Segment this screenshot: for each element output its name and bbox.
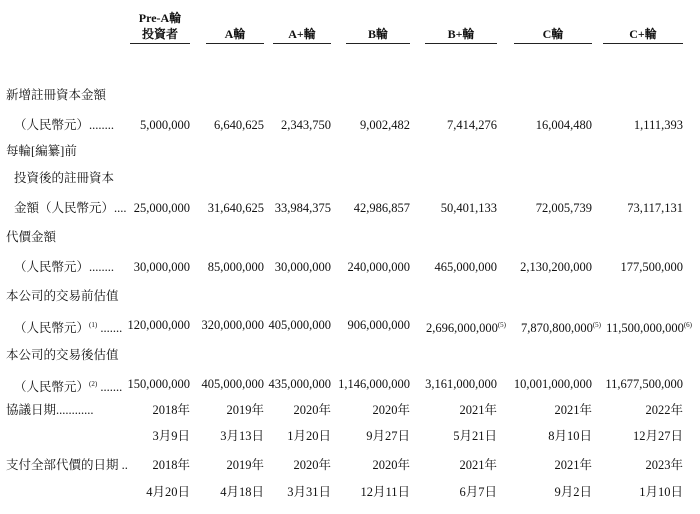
- column-header: C輪: [514, 26, 592, 44]
- table-cell: 405,000,000: [268, 318, 331, 332]
- table-cell: 30,000,000: [133, 260, 190, 274]
- table-cell: 177,500,000: [620, 260, 683, 274]
- row-label: 本公司的交易後估值: [6, 348, 119, 362]
- table-cell: 7,414,276: [447, 118, 497, 132]
- row-label: 金額（人民幣元）....: [14, 201, 127, 215]
- table-cell: 1,111,393: [633, 118, 683, 132]
- table-cell: 435,000,000: [268, 377, 331, 391]
- footnote-marker: (1): [89, 321, 98, 329]
- row-label: （人民幣元）........: [14, 260, 115, 274]
- table-cell: 2021年: [554, 403, 592, 417]
- table-cell: 3月13日: [220, 429, 264, 443]
- table-cell: 2020年: [372, 403, 410, 417]
- table-cell: 2,130,200,000: [520, 260, 592, 274]
- table-cell: 5,000,000: [140, 118, 190, 132]
- table-cell: 72,005,739: [535, 201, 592, 215]
- table-cell: 2021年: [459, 458, 497, 472]
- table-cell: 10,001,000,000: [513, 377, 592, 391]
- table-cell: 42,986,857: [353, 201, 410, 215]
- table-cell: 2018年: [152, 403, 190, 417]
- table-cell: 6,640,625: [214, 118, 264, 132]
- table-cell: 50,401,133: [440, 201, 497, 215]
- column-header: B+輪: [425, 26, 497, 44]
- table-cell: 30,000,000: [274, 260, 331, 274]
- table-cell: 150,000,000: [127, 377, 190, 391]
- row-label: （人民幣元）$^{(2)}$ .......: [14, 380, 123, 394]
- table-cell: 2020年: [293, 458, 331, 472]
- footnote-marker: (6): [683, 321, 692, 329]
- table-cell: 6月7日: [459, 485, 497, 499]
- row-label: （人民幣元）$^{(1)}$ .......: [14, 321, 123, 335]
- table-cell: 2020年: [293, 403, 331, 417]
- table-cell: 5月21日: [453, 429, 497, 443]
- table-cell: 11,677,500,000: [605, 377, 683, 391]
- column-header: A+輪: [273, 26, 331, 44]
- table-cell: 2019年: [226, 403, 264, 417]
- table-cell: 33,984,375: [274, 201, 331, 215]
- row-label: 協議日期............: [6, 403, 94, 417]
- table-cell: 405,000,000: [201, 377, 264, 391]
- table-cell: 12月27日: [632, 429, 683, 443]
- table-cell: 7,870,800,000$^{(5)}$: [520, 321, 601, 335]
- table-cell: 465,000,000: [434, 260, 497, 274]
- row-label: 本公司的交易前估值: [6, 289, 119, 303]
- table-cell: 2021年: [554, 458, 592, 472]
- column-header: C+輪: [603, 26, 683, 44]
- table-cell: 2019年: [226, 458, 264, 472]
- row-label: 投資後的註冊資本: [14, 171, 115, 185]
- table-cell: 3,161,000,000: [425, 377, 497, 391]
- table-cell: 2,696,000,000$^{(5)}$: [425, 321, 506, 335]
- table-cell: 240,000,000: [347, 260, 410, 274]
- table-cell: 12月11日: [360, 485, 410, 499]
- table-cell: 85,000,000: [207, 260, 264, 274]
- table-cell: 73,117,131: [627, 201, 683, 215]
- column-header: [130, 10, 190, 44]
- table-cell: 8月10日: [548, 429, 592, 443]
- row-label: 支付全部代價的日期 ..: [6, 458, 128, 472]
- table-cell: 1月20日: [287, 429, 331, 443]
- table-cell: 25,000,000: [133, 201, 190, 215]
- table-cell: 3月9日: [152, 429, 190, 443]
- table-cell: 2021年: [459, 403, 497, 417]
- table-cell: 320,000,000: [201, 318, 264, 332]
- table-cell: 2020年: [372, 458, 410, 472]
- table-cell: 16,004,480: [535, 118, 592, 132]
- header-title: Pre-A輪: [138, 11, 182, 25]
- footnote-marker: (5): [592, 321, 601, 329]
- table-cell: 1月10日: [639, 485, 683, 499]
- table-cell: 4月18日: [220, 485, 264, 499]
- table-cell: 906,000,000: [347, 318, 410, 332]
- row-label: 每輪[編纂]前: [6, 144, 77, 158]
- row-label: （人民幣元）........: [14, 118, 115, 132]
- table-cell: 31,640,625: [207, 201, 264, 215]
- row-label: 代價金額: [6, 230, 57, 244]
- row-label: 新增註冊資本金額: [6, 88, 107, 102]
- column-header: B輪: [346, 26, 410, 44]
- table-cell: 120,000,000: [127, 318, 190, 332]
- footnote-marker: (5): [497, 321, 506, 329]
- table-cell: 3月31日: [287, 485, 331, 499]
- table-cell: 9月27日: [366, 429, 410, 443]
- table-cell: 9,002,482: [360, 118, 410, 132]
- table-cell: 2022年: [645, 403, 683, 417]
- table-cell: 9月2日: [554, 485, 592, 499]
- table-cell: 2018年: [152, 458, 190, 472]
- column-header: A輪: [206, 26, 264, 44]
- table-cell: 2023年: [645, 458, 683, 472]
- table-cell: 4月20日: [146, 485, 190, 499]
- table-cell: 2,343,750: [281, 118, 331, 132]
- table-cell: 11,500,000,000$^{(6)}$: [606, 321, 692, 335]
- table-cell: 1,146,000,000: [338, 377, 410, 391]
- header-subtitle: 投資者: [130, 26, 190, 44]
- footnote-marker: (2): [89, 380, 98, 388]
